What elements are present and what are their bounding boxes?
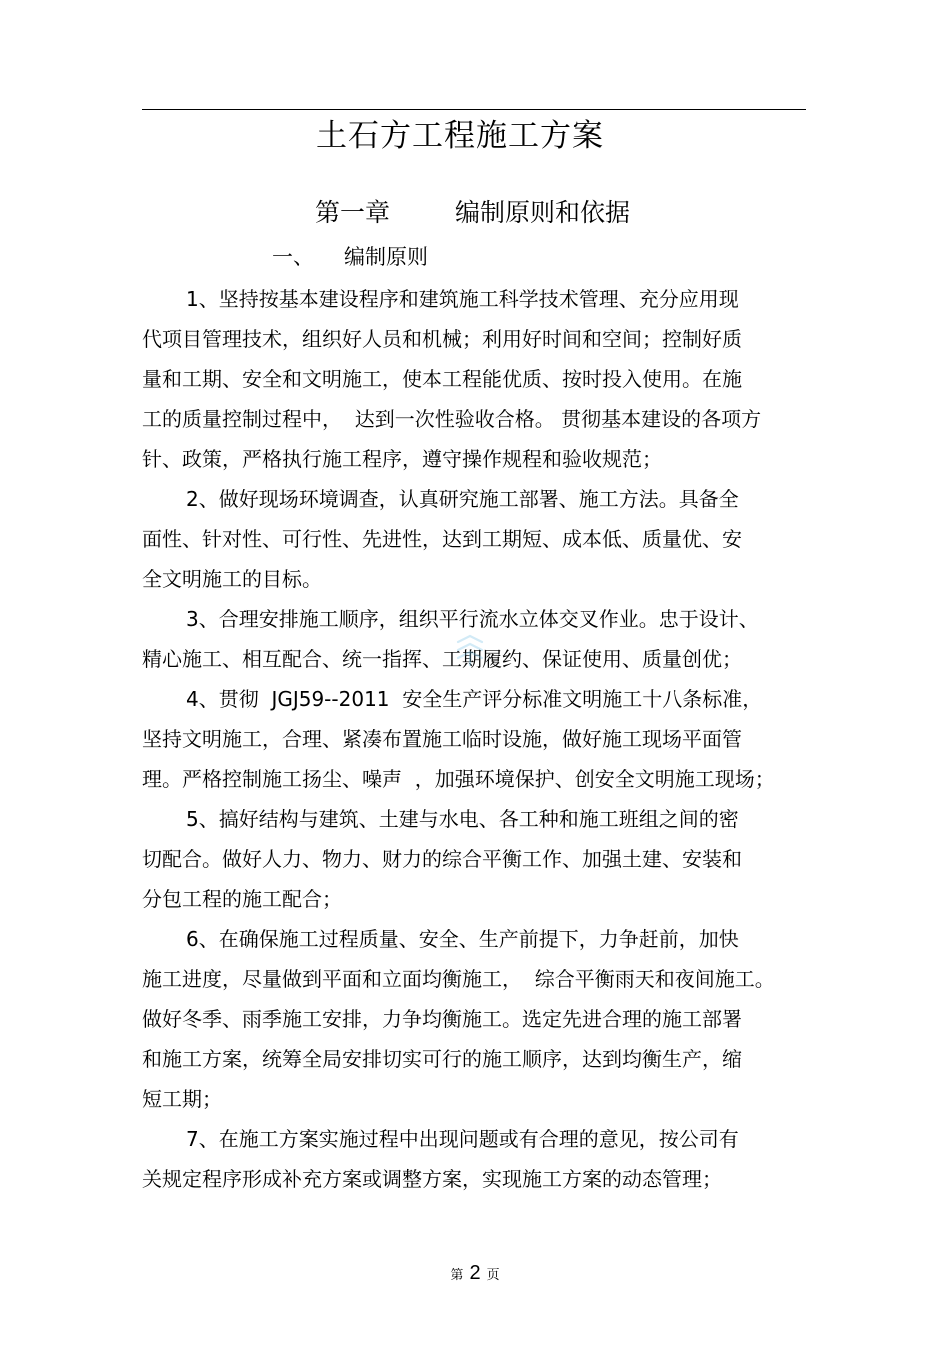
footer-suffix: 页 — [486, 1268, 500, 1283]
body-line: 分包工程的施工配合； — [142, 887, 342, 911]
watermark-logo-icon — [452, 632, 488, 668]
body-line: 5、搞好结构与建筑、土建与水电、各工种和施工班组之间的密 — [186, 807, 739, 831]
body-line: 3、合理安排施工顺序，组织平行流水立体交叉作业。忠于设计、 — [186, 607, 759, 631]
chapter-number: 第一章 — [315, 198, 391, 227]
body-line: 施工进度，尽量做到平面和立面均衡施工， 综合平衡雨天和夜间施工。 — [142, 967, 775, 991]
page-footer — [0, 1258, 950, 1291]
body-line: 和施工方案，统筹全局安排切实可行的施工顺序，达到均衡生产，缩 — [142, 1047, 742, 1071]
body-line: 做好冬季、雨季施工安排，力争均衡施工。选定先进合理的施工部署 — [142, 1007, 742, 1031]
page-number: 2 — [469, 1262, 481, 1284]
body-line: 2、做好现场环境调查，认真研究施工部署、施工方法。具备全 — [186, 487, 739, 511]
body-line: 工的质量控制过程中， 达到一次性验收合格。 贯彻基本建设的各项方 — [142, 407, 762, 431]
body-line: 7、在施工方案实施过程中出现问题或有合理的意见，按公司有 — [186, 1127, 739, 1151]
body-line: 6、在确保施工过程质量、安全、生产前提下，力争赶前，加快 — [186, 927, 739, 951]
body-line: 精心施工、相互配合、统一指挥、工期履约、保证使用、质量创优； — [142, 647, 742, 671]
body-line: 量和工期、安全和文明施工，使本工程能优质、按时投入使用。在施 — [142, 367, 742, 391]
section-number: 一、 — [272, 245, 314, 269]
footer-prefix: 第 — [450, 1268, 464, 1283]
body-line: 理。严格控制施工扬尘、噪声 ，加强环境保护、创安全文明施工现场； — [142, 767, 775, 791]
body-line: 针、政策，严格执行施工程序，遵守操作规程和验收规范； — [142, 447, 662, 471]
body-line: 面性、针对性、可行性、先进性，达到工期短、成本低、质量优、安 — [142, 527, 742, 551]
body-line: 关规定程序形成补充方案或调整方案，实现施工方案的动态管理； — [142, 1167, 722, 1191]
chapter-title: 编制原则和依据 — [455, 198, 631, 227]
body-line: 1、坚持按基本建设程序和建筑施工科学技术管理、充分应用现 — [186, 287, 739, 311]
body-line: 短工期； — [142, 1087, 222, 1111]
header-rule — [142, 109, 806, 110]
document-title: 土石方工程施工方案 — [316, 118, 604, 154]
body-line: 4、贯彻 JGJ59--2011 安全生产评分标准文明施工十八条标准， — [186, 687, 763, 711]
section-title: 编制原则 — [344, 245, 428, 269]
body-line: 坚持文明施工，合理、紧凑布置施工临时设施，做好施工现场平面管 — [142, 727, 742, 751]
body-line: 全文明施工的目标。 — [142, 567, 322, 591]
body-line: 代项目管理技术，组织好人员和机械；利用好时间和空间；控制好质 — [142, 327, 742, 351]
body-line: 切配合。做好人力、物力、财力的综合平衡工作、加强土建、安装和 — [142, 847, 742, 871]
